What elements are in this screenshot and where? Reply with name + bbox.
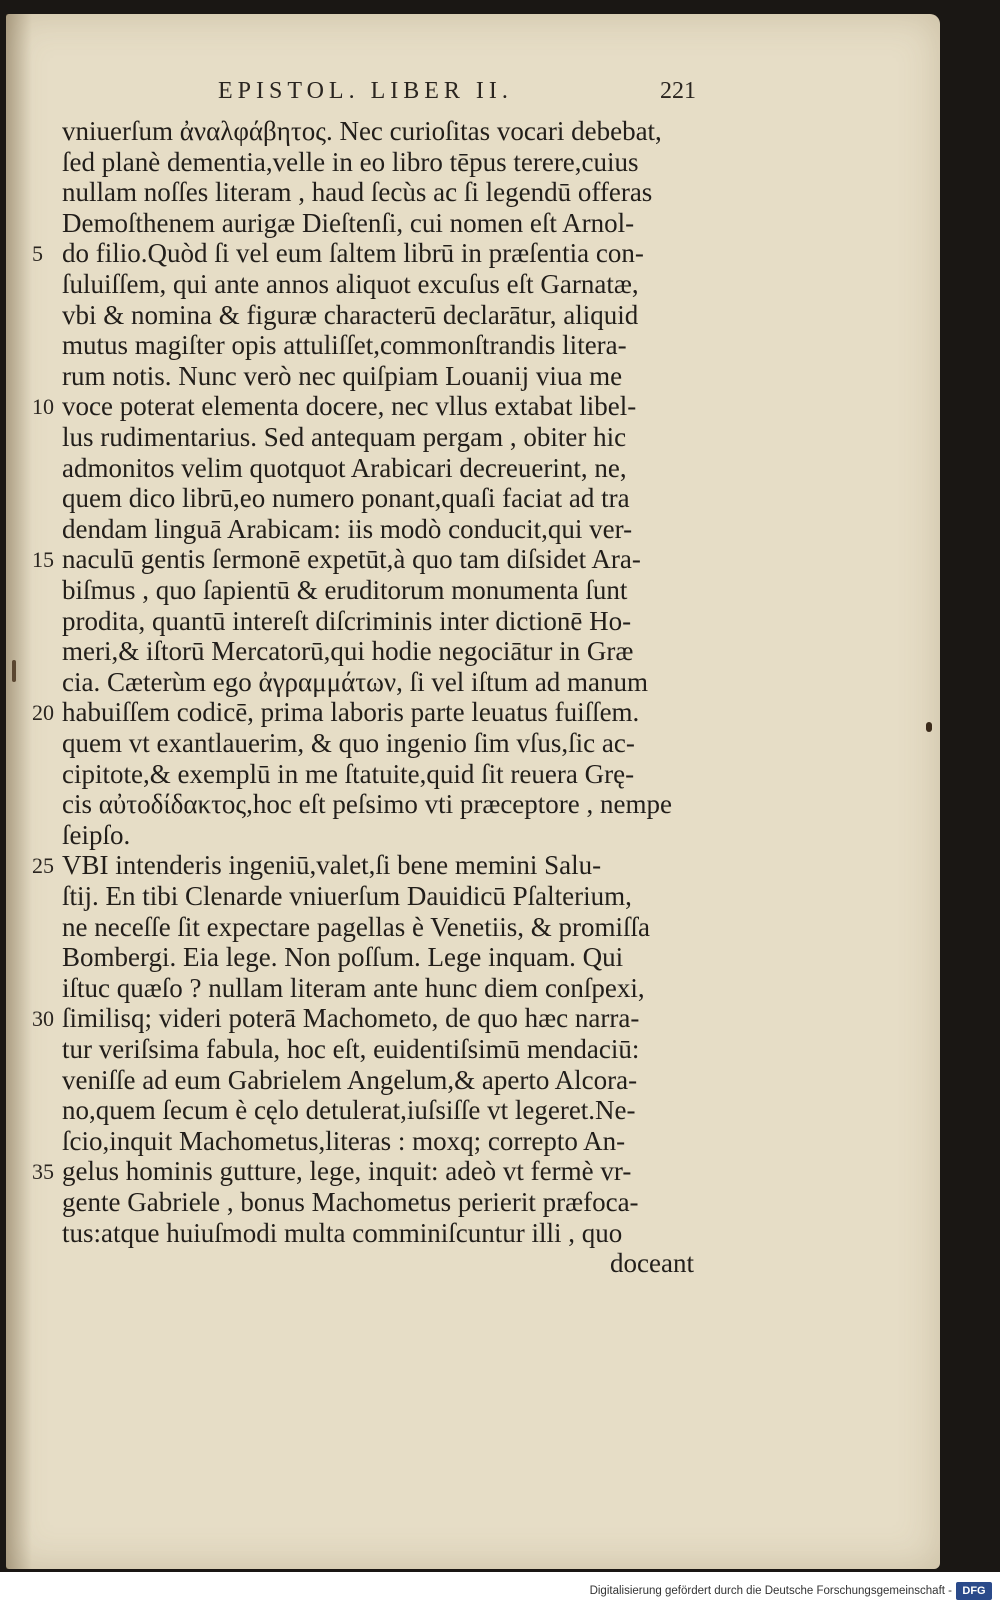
text-line: no,quem ſecum è cęlo detulerat,iuſsiſſe vt legeret.Ne- <box>62 1095 636 1125</box>
text-line: ſed planè dementia,velle in eo libro tēpus terere,cuius <box>62 147 639 177</box>
text-line: meri,& iſtorū Mercatorū,qui hodie negociātur in Græ <box>62 636 634 666</box>
text-line: nullam noſſes literam , haud ſecùs ac ſi legendū offeras <box>62 177 653 207</box>
catchword: doceant <box>610 1248 694 1278</box>
text-line: cis αὐτοδίδακτος,hoc eſt peſsimo vti præceptore , nempe <box>62 789 672 819</box>
text-line: VBI intenderis ingeniū,valet,ſi bene memini Salu- <box>62 850 602 880</box>
text-line: ne neceſſe ſit expectare pagellas è Venetiis, & promiſſa <box>62 912 651 942</box>
folio-number: 221 <box>660 78 696 104</box>
line-number: 10 <box>32 394 54 419</box>
text-line: voce poterat elementa docere, nec vllus extabat libel- <box>62 391 637 421</box>
text-line: habuiſſem codicē, prima laboris parte leuatus fuiſſem. <box>62 697 640 727</box>
text-line: Bombergi. Eia lege. Non poſſum. Lege inquam. Qui <box>62 942 624 972</box>
text-line: rum notis. Nunc verò nec quiſpiam Louanij viua me <box>62 361 623 391</box>
text-line: Demoſthenem aurigæ Dieſtenſi, cui nomen eſt Arnol- <box>62 208 635 238</box>
footer-bar <box>0 1572 1000 1613</box>
text-line: quem dico librū,eo numero ponant,quaſi faciat ad tra <box>62 483 630 513</box>
text-line: ſcio,inquit Machometus,literas : moxq; correpto An- <box>62 1126 626 1156</box>
text-line: cipitote,& exemplū in me ſtatuite,quid ſit reuera Grę- <box>62 759 635 789</box>
margin-stain <box>12 660 16 682</box>
page-header <box>0 78 934 106</box>
line-number: 35 <box>32 1159 54 1184</box>
text-line: prodita, quantū intereſt diſcriminis inter dictionē Ho- <box>62 606 632 636</box>
ink-speck <box>926 722 932 732</box>
line-number: 5 <box>32 241 43 266</box>
running-head: EPISTOL. LIBER II. <box>218 78 513 104</box>
text-line: cia. Cæterùm ego ἀγραμμάτων, ſi vel iſtum ad manum <box>62 667 649 697</box>
text-line: iſtuc quæſo ? nullam literam ante hunc diem conſpexi, <box>62 973 645 1003</box>
text-line: tus:atque huiuſmodi multa comminiſcuntur illi , quo <box>62 1218 623 1248</box>
funding-credit: Digitalisierung gefördert durch die Deutsche Forschungsgemeinschaft - <box>589 1585 952 1597</box>
line-number: 15 <box>32 547 54 572</box>
text-line: do filio.Quòd ſi vel eum ſaltem librū in præſentia con- <box>62 238 644 268</box>
text-line: ſimilisq; videri poterā Machometo, de quo hæc narra- <box>62 1003 640 1033</box>
text-line: ſuluiſſem, qui ante annos aliquot excuſus eſt Garnatæ, <box>62 269 639 299</box>
page-gutter-shadow <box>6 14 32 1569</box>
text-line: vbi & nomina & figuræ characterū declarātur, aliquid <box>62 300 639 330</box>
text-line: lus rudimentarius. Sed antequam pergam , obiter hic <box>62 422 627 452</box>
text-line: admonitos velim quotquot Arabicari decreuerint, ne, <box>62 453 627 483</box>
text-line: veniſſe ad eum Gabrielem Angelum,& aperto Alcora- <box>62 1065 638 1095</box>
text-line: naculū gentis ſermonē expetūt,à quo tam diſsidet Ara- <box>62 544 641 574</box>
text-line: dendam linguā Arabicam: iis modò conducit,qui ver- <box>62 514 633 544</box>
text-line: vniuerſum ἀναλφάβητος. Nec curioſitas vocari debebat, <box>62 116 662 146</box>
text-line: ſeipſo. <box>62 820 131 850</box>
text-line: gente Gabriele , bonus Machometus perierit præfoca- <box>62 1187 639 1217</box>
text-line: gelus hominis gutture, lege, inquit: adeò vt fermè vr- <box>62 1156 632 1186</box>
text-line: biſmus , quo ſapientū & eruditorum monumenta ſunt <box>62 575 628 605</box>
line-number: 20 <box>32 700 54 725</box>
line-number: 25 <box>32 853 54 878</box>
line-number: 30 <box>32 1006 54 1031</box>
dfg-logo-icon: DFG <box>956 1582 992 1600</box>
text-line: ſtij. En tibi Clenarde vniuerſum Dauidicū Pſalterium, <box>62 881 632 911</box>
text-line: tur veriſsima fabula, hoc eſt, euidentiſsimū mendaciū: <box>62 1034 640 1064</box>
text-line: mutus magiſter opis attuliſſet,commonſtrandis litera- <box>62 330 627 360</box>
text-line: quem vt exantlauerim, & quo ingenio ſim vſus,ſic ac- <box>62 728 635 758</box>
